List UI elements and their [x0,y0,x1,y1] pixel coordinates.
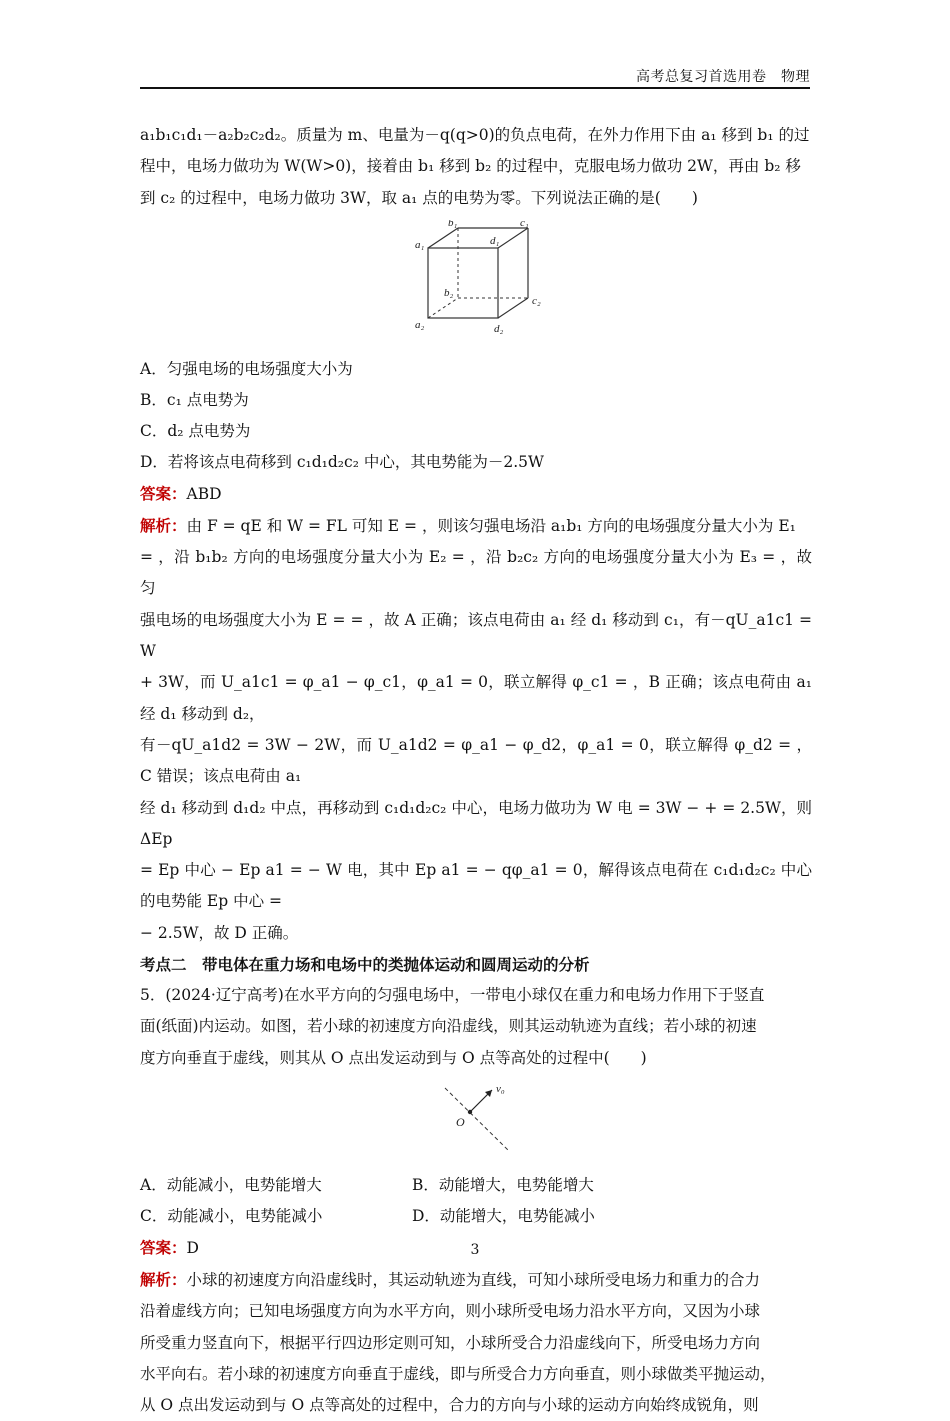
section-title: 考点二 带电体在重力场和电场中的类抛体运动和圆周运动的分析 [140,955,590,975]
answer-label: 答案： [140,1237,187,1257]
point-o-dot [468,1110,472,1114]
header-title: 高考总复习首选用卷 物理 [636,69,810,85]
cube-edge [498,298,528,318]
q4-analysis-line-5: 有－qU_a1d2 = 3W − 2W，而 U_a1d2 = φ_a1 − φ_d2，φ_a1 = 0，联立解得 φ_d2 = ，C 错误；该点电荷由 a₁ [140,735,812,786]
q5-options-row-2 [140,1201,812,1232]
cube-front-face [428,248,498,318]
q4-stem-line-3: 到 c₂ 的过程中，电场力做功 3W，取 a₁ 点的电势为零。下列说法正确的是( ) [140,188,698,207]
q4-analysis-line-1 [140,510,812,542]
page-content [140,120,812,1421]
q5-analysis-line-5: 从 O 点出发运动到与 O 点等高处的过程中，合力的方向与小球的运动方向始终成锐角，则 [140,1396,759,1415]
q5-stem-line-1: 5．(2024·辽宁高考)在水平方向的匀强电场中，一带电小球仅在重力和电场力作用下于竖直 [140,986,765,1005]
q4-analysis-line-4: + 3W，而 U_a1c1 = φ_a1 − φ_c1，φ_a1 = 0，联立解得 φ_c1 = ，B 正确；该点电荷由 a₁ 经 d₁ 移动到 d₂， [140,673,812,723]
label-c2: c₂ [532,294,541,307]
dashed-line [445,1088,508,1150]
q4-analysis-line-2: = ，沿 b₁b₂ 方向的电场强度分量大小为 E₂ = ，沿 b₂c₂ 方向的电场强度分量大小为 E₃ = ，故匀 [140,548,812,598]
header-rule [140,87,810,89]
trajectory-diagram [140,1080,812,1170]
analysis-text: 由 F = qE 和 W = FL 可知 E = ，则该匀强电场沿 a₁b₁ 方向的电场强度分量大小为 E₁ [186,516,796,535]
q5-analysis-line-2: 沿着虚线方向；已知电场强度方向为水平方向，则小球所受电场力沿水平方向，又因为小球 [140,1302,761,1321]
q5-option-b: B．动能增大，电势能增大 [412,1175,594,1194]
answer-value: ABD [186,484,222,503]
q5-options-row-1 [140,1170,812,1201]
cube-figure [140,220,812,350]
label-v0: v₀ [496,1082,505,1095]
label-a2: a₂ [415,318,425,331]
q4-analysis-line-7: = Ep 中心 − Ep a1 = − W 电，其中 Ep a1 = − qφ_a1 = 0，解得该点电荷在 c₁d₁d₂c₂ 中心的电势能 Ep 中心 = [140,861,812,911]
q4-analysis-line-8: − 2.5W，故 D 正确。 [140,923,299,942]
analysis-text: 小球的初速度方向沿虚线时，其运动轨迹为直线，可知小球所受电场力和重力的合力 [186,1270,761,1289]
q5-option-c: C．动能减小，电势能减小 [140,1206,323,1225]
q4-option-c: C．d₂ 点电势为 [140,421,251,440]
q5-stem-line-2: 面(纸面)内运动。如图，若小球的初速度方向沿虚线，则其运动轨迹为直线；若小球的初速 [140,1017,757,1036]
q4-stem-line-2: 程中，电场力做功为 W(W>0)，接着由 b₁ 移到 b₂ 的过程中，克服电场力做功 2W，再由 b₂ 移 [140,157,801,176]
cube-diagram [140,220,812,350]
q5-option-d: D．动能增大，电势能减小 [412,1206,595,1225]
q5-option-a: A．动能减小，电势能增大 [140,1175,322,1194]
q5-stem-line-3: 度方向垂直于虚线，则其从 O 点出发运动到与 O 点等高处的过程中( ) [140,1048,647,1067]
q5-analysis-line-1 [140,1264,812,1296]
q4-option-b: B．c₁ 点电势为 [140,390,249,409]
label-o: O [456,1114,465,1129]
label-a1: a₁ [415,238,425,251]
answer-value: D [186,1238,199,1257]
q4-stem-line-1: a₁b₁c₁d₁－a₂b₂c₂d₂。质量为 m、电量为－q(q>0)的负点电荷，在外力作用下由 a₁ 移到 b₁ 的过 [140,126,810,144]
trajectory-figure [140,1080,812,1170]
label-c1: c₁ [520,219,529,229]
page-number: 3 [470,1242,480,1258]
cube-edge [498,228,528,248]
label-d2: d₂ [494,322,504,335]
cube-edge [428,228,458,248]
q4-option-d: D．若将该点电荷移到 c₁d₁d₂c₂ 中心，其电势能为－2.5W [140,452,544,471]
answer-label: 答案： [140,483,187,503]
q4-analysis-line-6: 经 d₁ 移动到 d₁d₂ 中点，再移动到 c₁d₁d₂c₂ 中心，电场力做功为 W 电 = 3W − + = 2.5W，则 ΔEp [140,798,812,848]
label-b2: b₂ [444,286,454,299]
analysis-label: 解析： [140,515,187,535]
label-d1: d₁ [490,234,500,247]
q5-analysis-line-4: 水平向右。若小球的初速度方向垂直于虚线，即与所受合力方向垂直，则小球做类平抛运动， [140,1364,776,1383]
q4-answer [140,478,812,510]
q5-analysis-line-3: 所受重力竖直向下，根据平行四边形定则可知，小球所受合力沿虚线向下，所受电场力方向 [140,1333,761,1352]
analysis-label: 解析： [140,1269,187,1289]
q4-analysis-line-3: 强电场的电场强度大小为 E = = ，故 A 正确；该点电荷由 a₁ 经 d₁ 移动到 c₁，有－qU_a1c1 = W [140,610,812,661]
label-b1: b₁ [448,219,458,229]
q4-option-a: A．匀强电场的电场强度大小为 [140,359,353,378]
cube-hidden-edge [428,298,458,318]
